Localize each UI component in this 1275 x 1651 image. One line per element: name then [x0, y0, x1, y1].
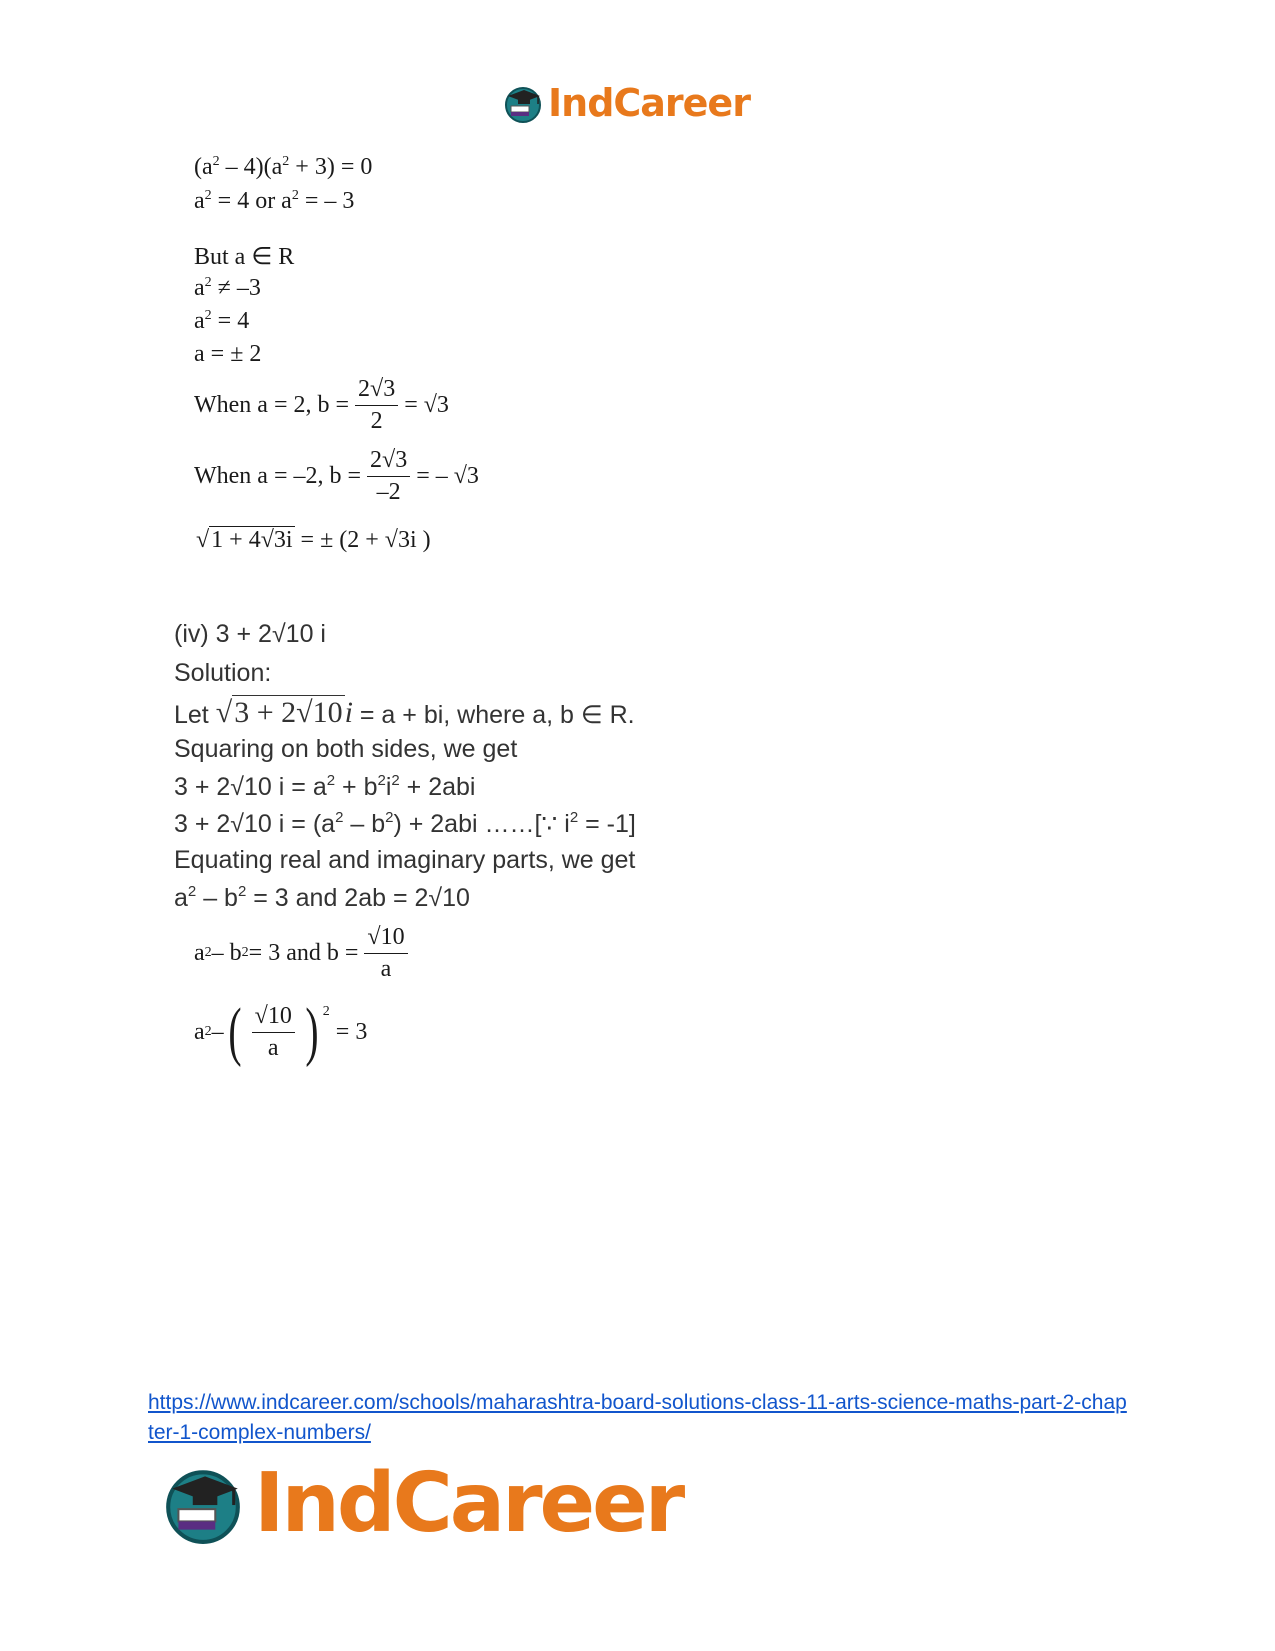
equation-line: √1 + 4√3i = ± (2 + √3i )	[196, 527, 431, 553]
fraction: $\frac{√10}{a}$	[252, 1003, 295, 1062]
radical-expression: √3 + 2√10i	[215, 696, 353, 729]
equation-line: $a^2 = 4$ or $a^2$ = – 3	[194, 188, 355, 214]
equation-line: a = ± 2	[194, 341, 262, 367]
let-line: Let √3 + 2√10i = a + bi, where a, b ∈ R.	[174, 696, 635, 729]
solution-label: Solution:	[174, 659, 272, 687]
source-link[interactable]: https://www.indcareer.com/schools/maharashtra-board-solutions-class-11-arts-science-maths-part-2-chapter-1-complex-numbers/	[148, 1391, 1127, 1444]
indcareer-logo-top	[502, 80, 750, 126]
equation-line: $(a^2 - 4)(a^2 + 3) = 0$	[194, 154, 373, 180]
graduation-cap-book-globe-icon	[502, 82, 544, 124]
equation-line: When a = 2, b = $\frac{2√3}{2}$ = √3	[194, 375, 449, 434]
brand-name: IndCareer	[548, 81, 750, 125]
equation-line: a 2 – ( $\frac{√10}{a}$ ) $^2$ = 3	[194, 995, 368, 1068]
parenthesized-fraction: ( $\frac{√10}{a}$ )	[228, 995, 319, 1068]
squaring-line: Squaring on both sides, we get	[174, 735, 518, 763]
equation-line: $a^2 = 4$	[194, 308, 250, 334]
equation-line: 3 + 2√10 $i = a^2 + b^2i^2 + 2abi$	[174, 772, 476, 801]
equation-line: But a ∈ R	[194, 244, 295, 270]
question-heading: (iv) 3 + 2√10 i	[174, 620, 326, 648]
indcareer-logo-bottom	[160, 1455, 683, 1551]
equation-line: $a^2 \ne -3$	[194, 275, 261, 301]
equation-line: $a^2 - b^2 = 3$ and 2ab = 2√10	[174, 883, 470, 912]
fraction: $\frac{2√3}{-2}$	[367, 447, 410, 506]
fraction: $\frac{2√3}{2}$	[355, 376, 398, 435]
equating-line: Equating real and imaginary parts, we get	[174, 846, 636, 874]
graduation-cap-book-globe-icon	[160, 1460, 246, 1546]
brand-name: IndCareer	[254, 1455, 683, 1551]
equation-line: When a = –2, b = $\frac{2√3}{-2}$ = – √3	[194, 446, 479, 505]
fraction: $\frac{√10}{a}$	[364, 924, 407, 983]
equation-line: a 2 – b 2 = 3 and b = $\frac{√10}{a}$	[194, 918, 414, 988]
equation-line: 3 + 2√10 $i = (a^2 - b^2) + 2abi$ ……[∵ $i^2 = -1$]	[174, 809, 636, 838]
